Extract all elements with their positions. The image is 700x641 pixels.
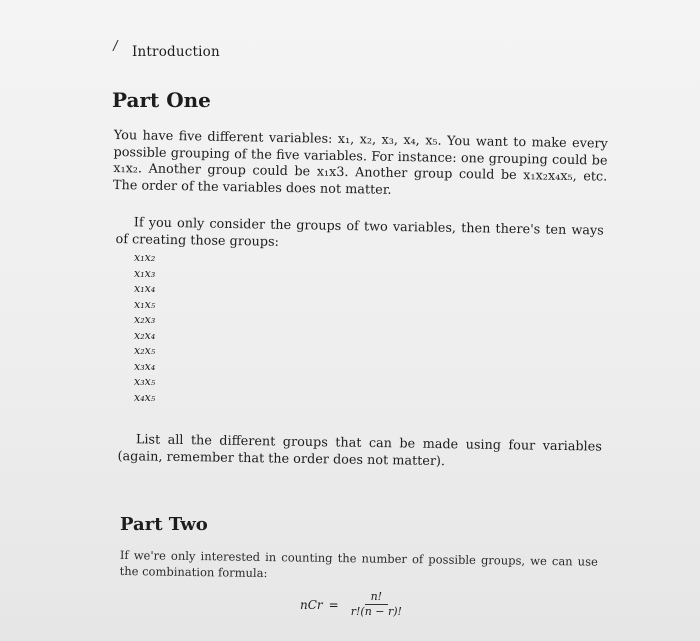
combination-formula xyxy=(300,590,406,619)
corner-mark: / xyxy=(111,37,119,55)
running-header: Introduction xyxy=(132,44,220,60)
formula-lhs: nCr xyxy=(300,597,323,612)
part-one-pairs-paragraph: If you only consider the groups of two variables, then there's ten ways of creating those groups: xyxy=(115,215,604,250)
part-two-heading: Part Two xyxy=(120,514,208,535)
formula-fraction xyxy=(347,590,406,619)
list-item: x₂x₅ xyxy=(134,344,156,357)
part-two-paragraph: If we're only interested in counting the number of possible groups, we can use the combination formula: xyxy=(119,547,598,581)
list-item: x₂x₄ xyxy=(134,328,156,342)
list-item: x₄x₅ xyxy=(134,390,156,404)
pair-list xyxy=(134,250,155,405)
part-one-intro-paragraph: You have five different variables: x₁, x₂, x₃, x₄, x₅. You want to make every possible grouping of the five variables. For instance: one grouping could be x₁x₂. Another group could be x₁x3. Another group could be x₁x₂x₄x₅, etc. The order of the variables does not matter. xyxy=(112,128,608,198)
list-item: x₁x₅ xyxy=(134,297,156,311)
formula-numerator: n! xyxy=(365,590,389,605)
part-one-task-paragraph: List all the different groups that can be made using four variables (again, remember that the order does not matter). xyxy=(117,432,602,469)
list-item: x₃x₄ xyxy=(134,359,156,373)
list-item: x₂x₃ xyxy=(134,313,156,326)
list-item: x₁x₄ xyxy=(134,282,156,295)
formula-equals: = xyxy=(328,597,339,612)
list-item: x₁x₂ xyxy=(134,251,156,264)
part-one-heading: Part One xyxy=(112,88,211,112)
formula-denominator: r!(n − r)! xyxy=(350,605,402,618)
list-item: x₁x₃ xyxy=(134,266,156,280)
list-item: x₃x₅ xyxy=(134,375,156,388)
